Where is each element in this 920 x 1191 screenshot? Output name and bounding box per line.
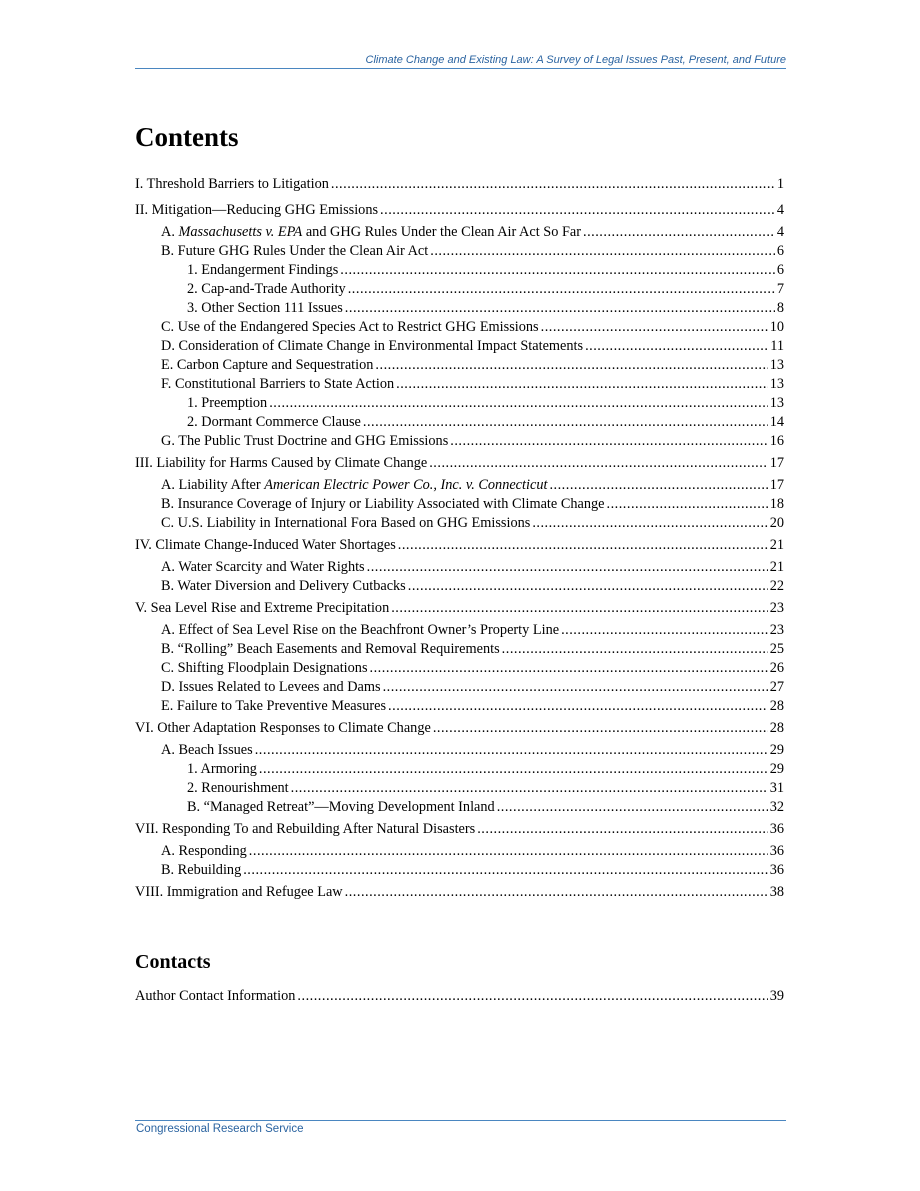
entry-page-number: 36 [769, 843, 784, 859]
entry-page-number: 1 [776, 176, 784, 192]
entry-page-number: 17 [769, 477, 784, 493]
entry-title: E. Carbon Capture and Sequestration [161, 357, 374, 373]
entry-title: G. The Public Trust Doctrine and GHG Emissions [161, 433, 449, 449]
dot-leader [383, 679, 768, 696]
entry-title: VII. Responding To and Rebuilding After Natural Disasters [135, 821, 476, 837]
entry-title: A. Effect of Sea Level Rise on the Beachfront Owner’s Property Line [161, 622, 560, 638]
toc-entry[interactable] [135, 376, 784, 395]
toc-entry[interactable] [135, 477, 784, 496]
contacts-heading: Contacts [135, 951, 211, 973]
entry-page-number: 8 [776, 300, 784, 316]
contacts-list [135, 988, 784, 1007]
entry-page-number: 29 [769, 742, 784, 758]
toc-entry[interactable] [135, 884, 784, 903]
contact-entry[interactable] [135, 988, 784, 1007]
dot-leader [607, 496, 768, 513]
entry-title: III. Liability for Harms Caused by Climate Change [135, 455, 428, 471]
toc-entry[interactable] [135, 433, 784, 452]
entry-title: A. Water Scarcity and Water Rights [161, 559, 365, 575]
toc-entry[interactable] [135, 243, 784, 262]
dot-leader [430, 243, 775, 260]
dot-leader [541, 319, 768, 336]
toc-entry[interactable] [135, 176, 784, 195]
entry-title: E. Failure to Take Preventive Measures [161, 698, 387, 714]
dot-leader [585, 338, 768, 355]
entry-title: F. Constitutional Barriers to State Action [161, 376, 395, 392]
entry-page-number: 13 [769, 376, 784, 392]
entry-title: Author Contact Information [135, 988, 296, 1004]
toc-entry[interactable] [135, 660, 784, 679]
dot-leader [269, 395, 767, 412]
dot-leader [561, 622, 768, 639]
entry-page-number: 26 [769, 660, 784, 676]
toc-entry[interactable] [135, 496, 784, 515]
toc-entry[interactable] [135, 559, 784, 578]
entry-title-prefix: A. Liability After [161, 477, 265, 493]
entry-page-number: 28 [769, 698, 784, 714]
entry-page-number: 6 [776, 243, 784, 259]
dot-leader [331, 176, 775, 193]
entry-title-prefix: A. [161, 224, 179, 240]
dot-leader [429, 455, 767, 472]
toc-entry[interactable] [135, 679, 784, 698]
entry-title: VI. Other Adaptation Responses to Climate Change [135, 720, 431, 736]
entry-title: D. Issues Related to Levees and Dams [161, 679, 381, 695]
entry-title: D. Consideration of Climate Change in Environmental Impact Statements [161, 338, 584, 354]
entry-page-number: 6 [776, 262, 784, 278]
entry-title: A. Responding [161, 843, 247, 859]
dot-leader [367, 559, 768, 576]
dot-leader [450, 433, 767, 450]
dot-leader [433, 720, 768, 737]
entry-page-number: 17 [769, 455, 784, 471]
dot-leader [583, 224, 775, 241]
entry-title: V. Sea Level Rise and Extreme Precipitation [135, 600, 390, 616]
toc-entry[interactable] [135, 224, 784, 243]
dot-leader [375, 357, 767, 374]
dot-leader [249, 843, 768, 860]
entry-title: 3. Other Section 111 Issues [187, 300, 343, 316]
entry-page-number: 18 [769, 496, 784, 512]
toc-entry[interactable] [135, 338, 784, 357]
toc-entry[interactable] [135, 742, 784, 761]
dot-leader [408, 578, 768, 595]
toc-entry[interactable] [135, 720, 784, 739]
entry-title: B. Future GHG Rules Under the Clean Air Act [161, 243, 429, 259]
entry-title-italic: Massachusetts v. EPA [178, 224, 303, 240]
entry-page-number: 25 [769, 641, 784, 657]
toc-entry[interactable] [135, 319, 784, 338]
toc-entry[interactable] [135, 698, 784, 717]
running-header: Climate Change and Existing Law: A Survey of Legal Issues Past, Present, and Future [365, 54, 786, 66]
entry-page-number: 36 [769, 821, 784, 837]
entry-page-number: 11 [770, 338, 784, 354]
toc-entry[interactable] [135, 622, 784, 641]
toc-entry[interactable] [135, 515, 784, 534]
dot-leader [243, 862, 767, 879]
entry-title: 2. Renourishment [187, 780, 289, 796]
toc-entry[interactable] [135, 455, 784, 474]
entry-title: 1. Endangerment Findings [187, 262, 339, 278]
entry-page-number: 14 [769, 414, 784, 430]
entry-title: I. Threshold Barriers to Litigation [135, 176, 329, 192]
entry-title: C. Use of the Endangered Species Act to Restrict GHG Emissions [161, 319, 539, 335]
entry-title: II. Mitigation—Reducing GHG Emissions [135, 202, 379, 218]
entry-page-number: 21 [769, 537, 784, 553]
toc-entry[interactable] [135, 821, 784, 840]
entry-title: VIII. Immigration and Refugee Law [135, 884, 343, 900]
dot-leader [477, 821, 767, 838]
toc-entry[interactable] [135, 202, 784, 221]
toc-entry[interactable] [135, 600, 784, 619]
toc-entry[interactable] [135, 281, 784, 300]
running-footer: Congressional Research Service [136, 1123, 304, 1135]
dot-leader [380, 202, 775, 219]
dot-leader [348, 281, 775, 298]
toc-entry[interactable] [135, 537, 784, 556]
entry-title: C. U.S. Liability in International Fora Based on GHG Emissions [161, 515, 531, 531]
header-rule [135, 68, 786, 69]
entry-title [161, 224, 581, 241]
dot-leader [255, 742, 768, 759]
dot-leader [396, 376, 768, 393]
entry-title: B. Insurance Coverage of Injury or Liability Associated with Climate Change [161, 496, 605, 512]
dot-leader [532, 515, 767, 532]
entry-page-number: 27 [769, 679, 784, 695]
dot-leader [502, 641, 768, 658]
entry-page-number: 22 [769, 578, 784, 594]
dot-leader [297, 988, 767, 1005]
dot-leader [291, 780, 768, 797]
dot-leader [363, 414, 768, 431]
dot-leader [345, 884, 768, 901]
entry-page-number: 29 [769, 761, 784, 777]
entry-page-number: 32 [769, 799, 784, 815]
entry-title: B. Rebuilding [161, 862, 242, 878]
entry-page-number: 39 [769, 988, 784, 1004]
entry-title: C. Shifting Floodplain Designations [161, 660, 368, 676]
toc-entry[interactable] [135, 262, 784, 281]
entry-page-number: 13 [769, 357, 784, 373]
toc-entry[interactable] [135, 641, 784, 660]
toc-entry[interactable] [135, 843, 784, 862]
entry-title: 1. Armoring [187, 761, 257, 777]
entry-title-suffix: and GHG Rules Under the Clean Air Act So Far [302, 224, 581, 240]
dot-leader [497, 799, 768, 816]
toc-entry[interactable] [135, 578, 784, 597]
entry-title: B. Water Diversion and Delivery Cutbacks [161, 578, 406, 594]
entry-page-number: 28 [769, 720, 784, 736]
dot-leader [391, 600, 767, 617]
dot-leader [259, 761, 768, 778]
entry-page-number: 20 [769, 515, 784, 531]
entry-page-number: 21 [769, 559, 784, 575]
entry-title: IV. Climate Change-Induced Water Shortages [135, 537, 396, 553]
entry-title-italic: American Electric Power Co., Inc. v. Connecticut [264, 477, 548, 493]
dot-leader [345, 300, 775, 317]
toc-entry[interactable] [135, 414, 784, 433]
toc-entry[interactable] [135, 761, 784, 780]
entry-title: A. Beach Issues [161, 742, 253, 758]
entry-page-number: 23 [769, 622, 784, 638]
entry-page-number: 23 [769, 600, 784, 616]
entry-title [161, 477, 547, 494]
toc-entry[interactable] [135, 862, 784, 881]
entry-title: B. “Managed Retreat”—Moving Development Inland [187, 799, 495, 815]
toc-entry[interactable] [135, 799, 784, 818]
entry-title: 2. Cap-and-Trade Authority [187, 281, 346, 297]
entry-page-number: 4 [776, 224, 784, 240]
entry-page-number: 16 [769, 433, 784, 449]
toc-entry[interactable] [135, 300, 784, 319]
dot-leader [340, 262, 775, 279]
entry-page-number: 7 [776, 281, 784, 297]
footer-rule [135, 1120, 786, 1121]
toc-entry[interactable] [135, 395, 784, 414]
entry-page-number: 31 [769, 780, 784, 796]
entry-title: B. “Rolling” Beach Easements and Removal Requirements [161, 641, 500, 657]
entry-title: 2. Dormant Commerce Clause [187, 414, 361, 430]
toc-entry[interactable] [135, 357, 784, 376]
table-of-contents [135, 176, 784, 903]
toc-entry[interactable] [135, 780, 784, 799]
dot-leader [388, 698, 768, 715]
entry-title: 1. Preemption [187, 395, 268, 411]
entry-page-number: 4 [776, 202, 784, 218]
dot-leader [370, 660, 768, 677]
entry-page-number: 13 [769, 395, 784, 411]
contents-heading: Contents [135, 122, 239, 152]
entry-page-number: 10 [769, 319, 784, 335]
entry-page-number: 36 [769, 862, 784, 878]
dot-leader [398, 537, 768, 554]
dot-leader [549, 477, 767, 494]
entry-page-number: 38 [769, 884, 784, 900]
